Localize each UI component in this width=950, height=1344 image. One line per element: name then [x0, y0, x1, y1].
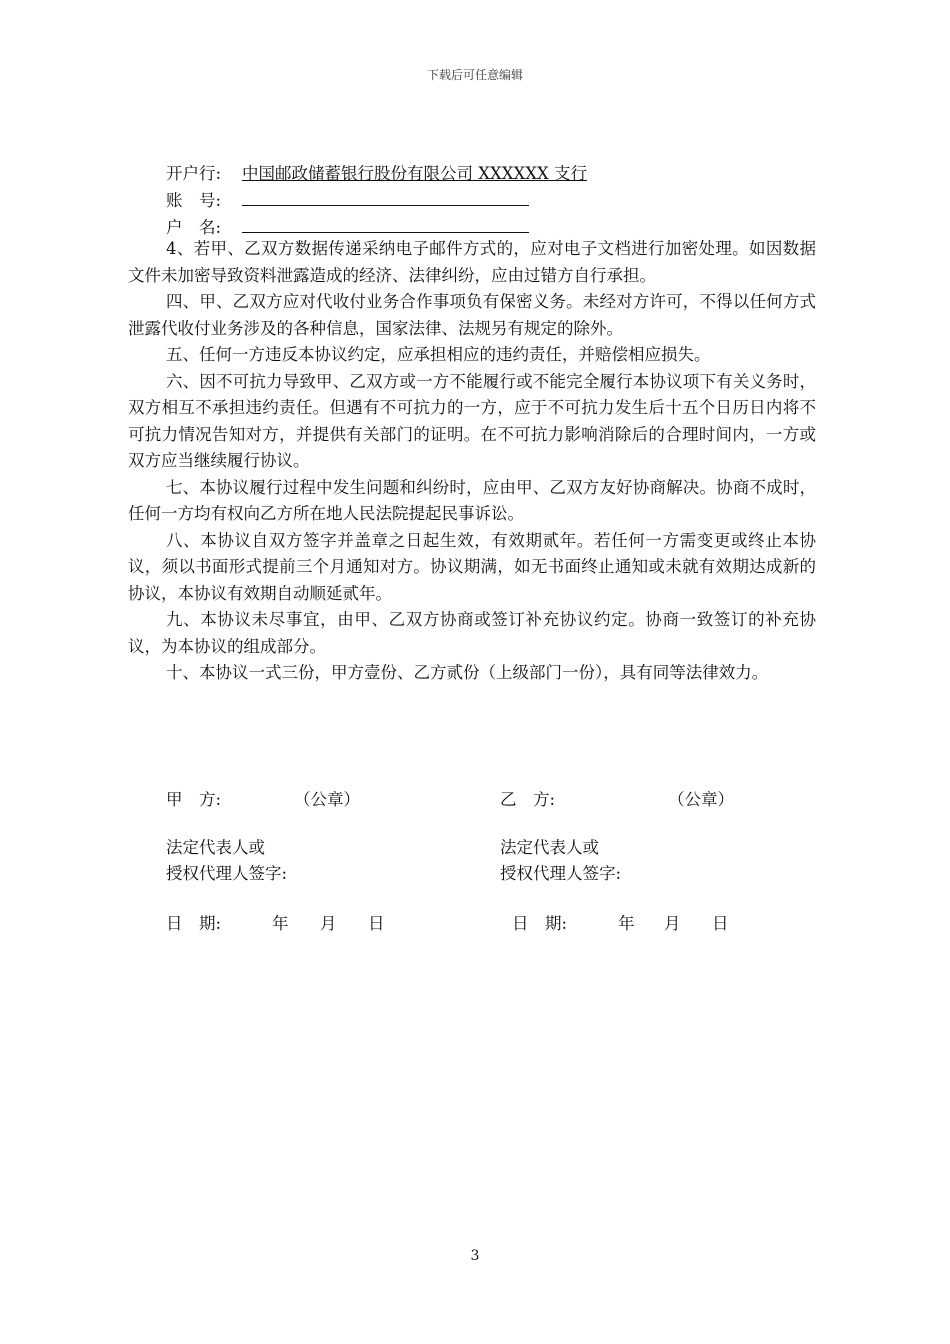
party-b-signature-block [500, 786, 800, 946]
party-a-rep-line1: 法定代表人或 [166, 838, 265, 857]
bank-info [166, 160, 587, 241]
party-a-signature-block [166, 786, 496, 946]
party-b-rep-line1: 法定代表人或 [500, 838, 599, 857]
agreement-clauses [128, 236, 816, 687]
page-number: 3 [470, 1248, 480, 1264]
clause-paragraph: 五、任何一方违反本协议约定，应承担相应的违约责任，并赔偿相应损失。 [166, 345, 711, 364]
name-blank-line [242, 215, 529, 233]
party-b-rep-line2: 授权代理人签字: [500, 864, 622, 883]
party-a-year: 年 [272, 914, 289, 933]
clause-paragraph: 八、本协议自双方签字并盖章之日起生效，有效期贰年。若任何一方需变更或终止本协议，须以书面形式提前三个月通知对方。协议期满，如无书面终止通知或未就有效期达成新的协议，本协议有效期自动顺延贰年。 [128, 530, 816, 603]
party-a-date-label: 日 期: [166, 914, 222, 933]
account-label: 账 号: [166, 191, 222, 210]
header-note: 下载后可任意编辑 [426, 68, 523, 82]
clause-paragraph: 九、本协议未尽事宜，由甲、乙双方协商或签订补充协议约定。协商一致签订的补充协议，为本协议的组成部分。 [128, 610, 816, 656]
party-b-date-label: 日 期: [512, 914, 568, 933]
clause-paragraph: 七、本协议履行过程中发生问题和纠纷时，应由甲、乙双方友好协商解决。协商不成时，任何一方均有权向乙方所在地人民法院提起民事诉讼。 [128, 477, 816, 523]
party-a-day: 日 [368, 914, 385, 933]
party-b-seal: （公章） [668, 790, 734, 809]
party-b-label: 乙 方: [500, 790, 556, 809]
clause-paragraph: 4、若甲、乙双方数据传递采纳电子邮件方式的，应对电子文档进行加密处理。如因数据文件未加密导致资料泄露造成的经济、法律纠纷，应由过错方自行承担。 [128, 239, 816, 285]
party-b-day: 日 [712, 914, 729, 933]
party-a-rep-line2: 授权代理人签字: [166, 864, 288, 883]
clause-paragraph: 四、甲、乙双方应对代收付业务合作事项负有保密义务。未经对方许可，不得以任何方式泄露代收付业务涉及的各种信息，国家法律、法规另有规定的除外。 [128, 292, 816, 338]
party-b-year: 年 [618, 914, 635, 933]
bank-label: 开户行: [166, 164, 222, 183]
party-b-month: 月 [664, 914, 681, 933]
account-blank-line [242, 188, 529, 206]
party-a-seal: （公章） [294, 790, 360, 809]
account-row [166, 187, 587, 214]
bank-row [166, 160, 587, 187]
party-a-month: 月 [320, 914, 337, 933]
clause-paragraph: 十、本协议一式三份，甲方壹份、乙方贰份（上级部门一份），具有同等法律效力。 [166, 663, 769, 682]
party-a-label: 甲 方: [166, 790, 222, 809]
name-label: 户 名: [166, 218, 222, 237]
clause-paragraph: 六、因不可抗力导致甲、乙双方或一方不能履行或不能完全履行本协议项下有关义务时，双方相互不承担违约责任。但遇有不可抗力的一方，应于不可抗力发生后十五个日历日内将不可抗力情况告知对方，并提供有关部门的证明。在不可抗力影响消除后的合理时间内，一方或双方应当继续履行协议。 [128, 371, 816, 470]
bank-value: 中国邮政储蓄银行股份有限公司 XXXXXX 支行 [242, 164, 587, 183]
